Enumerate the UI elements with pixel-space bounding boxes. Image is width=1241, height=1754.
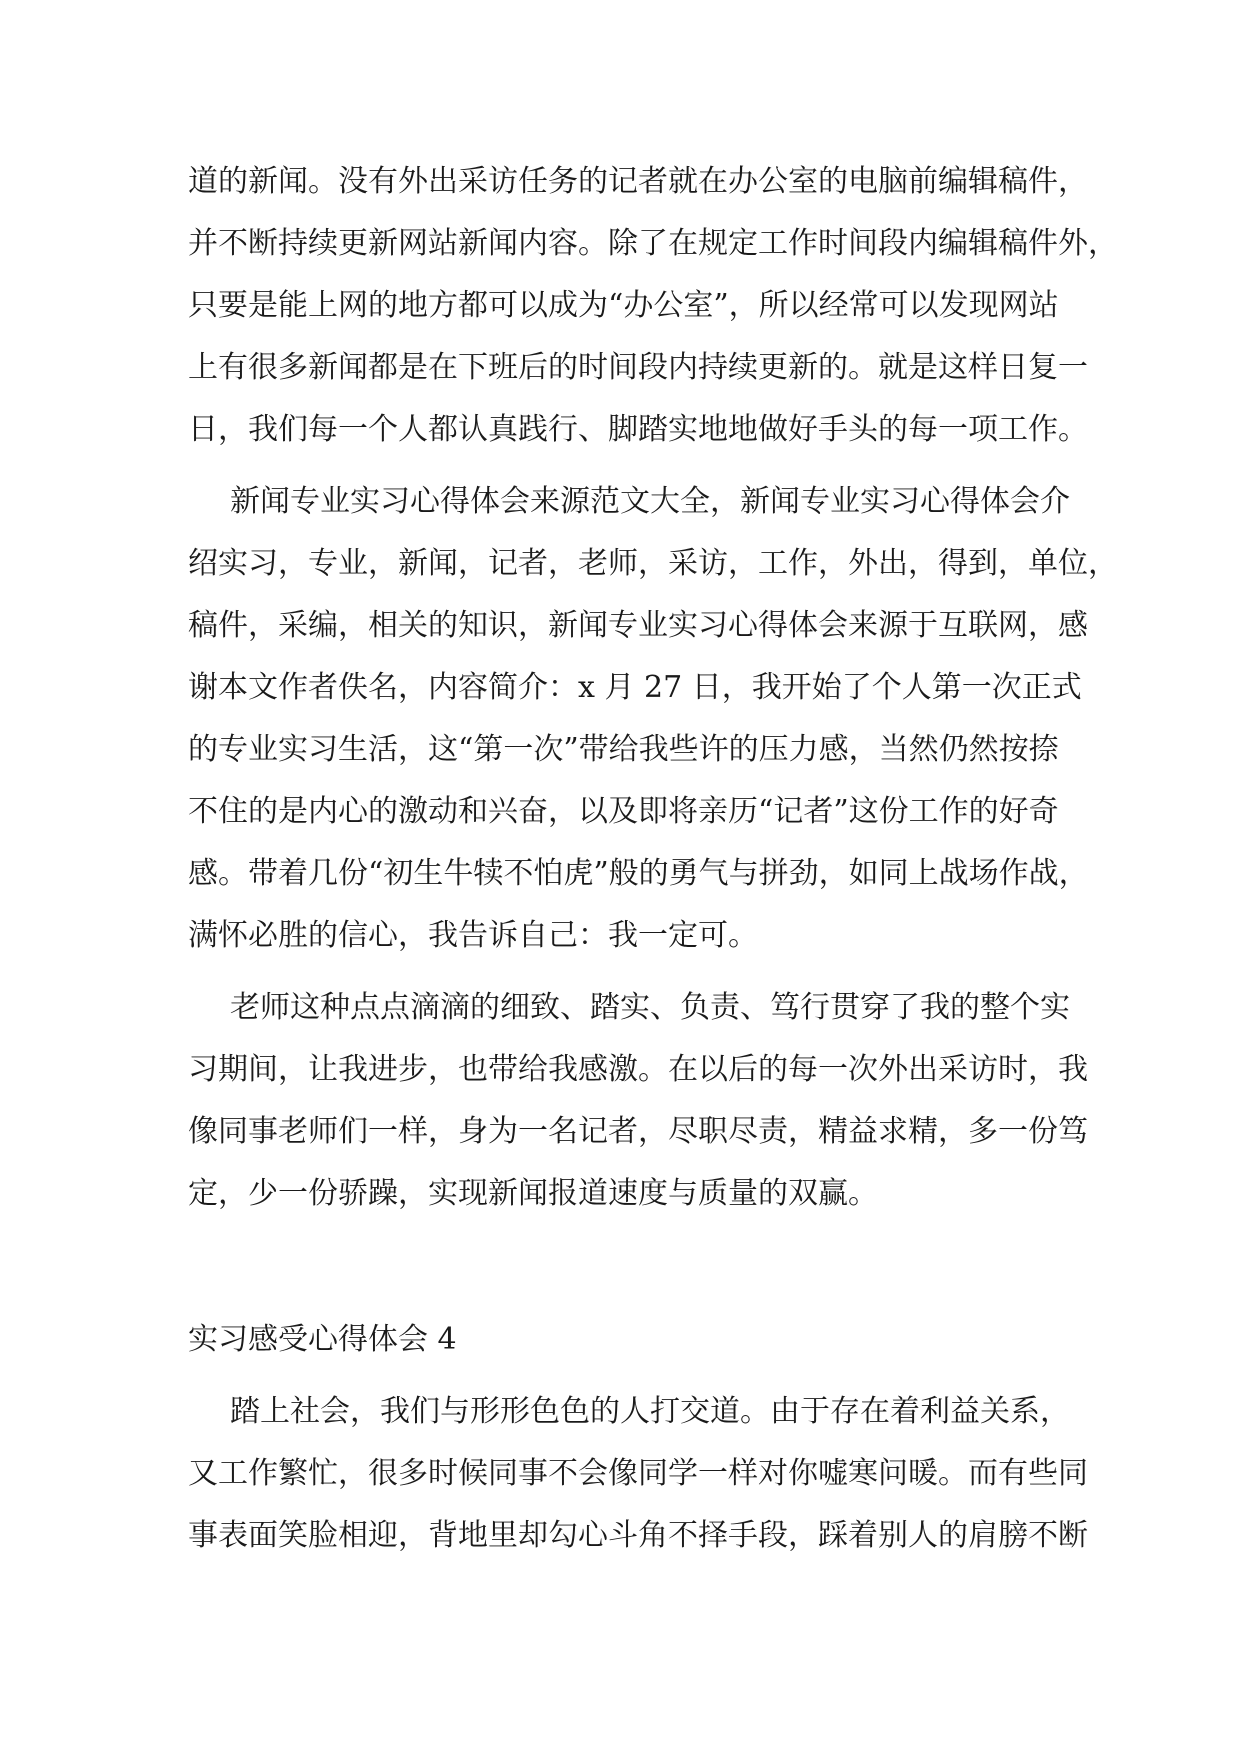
line-text: 不住的是内心的激动和兴奋，以及即将亲历“记者”这份工作的好奇 bbox=[188, 794, 1059, 829]
line-text: 新闻专业实习心得体会来源范文大全，新闻专业实习心得体会介 bbox=[230, 484, 1070, 519]
section-heading bbox=[0, 1310, 1241, 1370]
paragraph-first-line bbox=[0, 1382, 1241, 1442]
line-text: 绍实习，专业，新闻，记者，老师，采访，工作，外出，得到，单位， bbox=[188, 546, 1118, 581]
section-heading-text: 实习感受心得体会 4 bbox=[188, 1322, 457, 1357]
text-line bbox=[0, 1164, 1241, 1224]
text-line bbox=[0, 276, 1241, 336]
text-line bbox=[0, 1444, 1241, 1504]
line-text: 的专业实习生活，这“第一次”带给我些许的压力感，当然仍然按捺 bbox=[188, 732, 1059, 767]
paragraph-first-line bbox=[0, 472, 1241, 532]
line-text: 上有很多新闻都是在下班后的时间段内持续更新的。就是这样日复一 bbox=[188, 350, 1088, 385]
line-text: 像同事老师们一样，身为一名记者，尽职尽责，精益求精，多一份笃 bbox=[188, 1114, 1088, 1149]
text-line bbox=[0, 844, 1241, 904]
line-text: 踏上社会，我们与形形色色的人打交道。由于存在着利益关系， bbox=[230, 1394, 1070, 1429]
line-text: 只要是能上网的地方都可以成为“办公室”，所以经常可以发现网站 bbox=[188, 288, 1059, 323]
text-line bbox=[0, 152, 1241, 212]
line-text: 感。带着几份“初生牛犊不怕虎”般的勇气与拼劲，如同上战场作战， bbox=[188, 856, 1089, 891]
text-line bbox=[0, 214, 1241, 274]
line-text: 事表面笑脸相迎，背地里却勾心斗角不择手段，踩着别人的肩膀不断 bbox=[188, 1518, 1088, 1553]
text-line bbox=[0, 658, 1241, 718]
text-line bbox=[0, 534, 1241, 594]
text-line bbox=[0, 338, 1241, 398]
line-text: 谢本文作者佚名，内容简介：x 月 27 日，我开始了个人第一次正式 bbox=[188, 670, 1082, 705]
line-text: 习期间，让我进步，也带给我感激。在以后的每一次外出采访时，我 bbox=[188, 1052, 1088, 1087]
text-line bbox=[0, 906, 1241, 966]
line-text: 日，我们每一个人都认真践行、脚踏实地地做好手头的每一项工作。 bbox=[188, 412, 1088, 447]
paragraph-first-line bbox=[0, 978, 1241, 1038]
text-line bbox=[0, 720, 1241, 780]
text-line bbox=[0, 1506, 1241, 1566]
line-text: 定，少一份骄躁，实现新闻报道速度与质量的双赢。 bbox=[188, 1176, 878, 1211]
line-text: 又工作繁忙，很多时候同事不会像同学一样对你嘘寒问暖。而有些同 bbox=[188, 1456, 1088, 1491]
text-line bbox=[0, 596, 1241, 656]
line-text: 并不断持续更新网站新闻内容。除了在规定工作时间段内编辑稿件外， bbox=[188, 226, 1118, 261]
line-text: 道的新闻。没有外出采访任务的记者就在办公室的电脑前编辑稿件， bbox=[188, 164, 1088, 199]
line-text: 稿件，采编，相关的知识，新闻专业实习心得体会来源于互联网，感 bbox=[188, 608, 1088, 643]
line-text: 老师这种点点滴滴的细致、踏实、负责、笃行贯穿了我的整个实 bbox=[230, 990, 1070, 1025]
text-line bbox=[0, 782, 1241, 842]
text-line bbox=[0, 1040, 1241, 1100]
text-line bbox=[0, 400, 1241, 460]
line-text: 满怀必胜的信心，我告诉自己：我一定可。 bbox=[188, 918, 758, 953]
text-line bbox=[0, 1102, 1241, 1162]
